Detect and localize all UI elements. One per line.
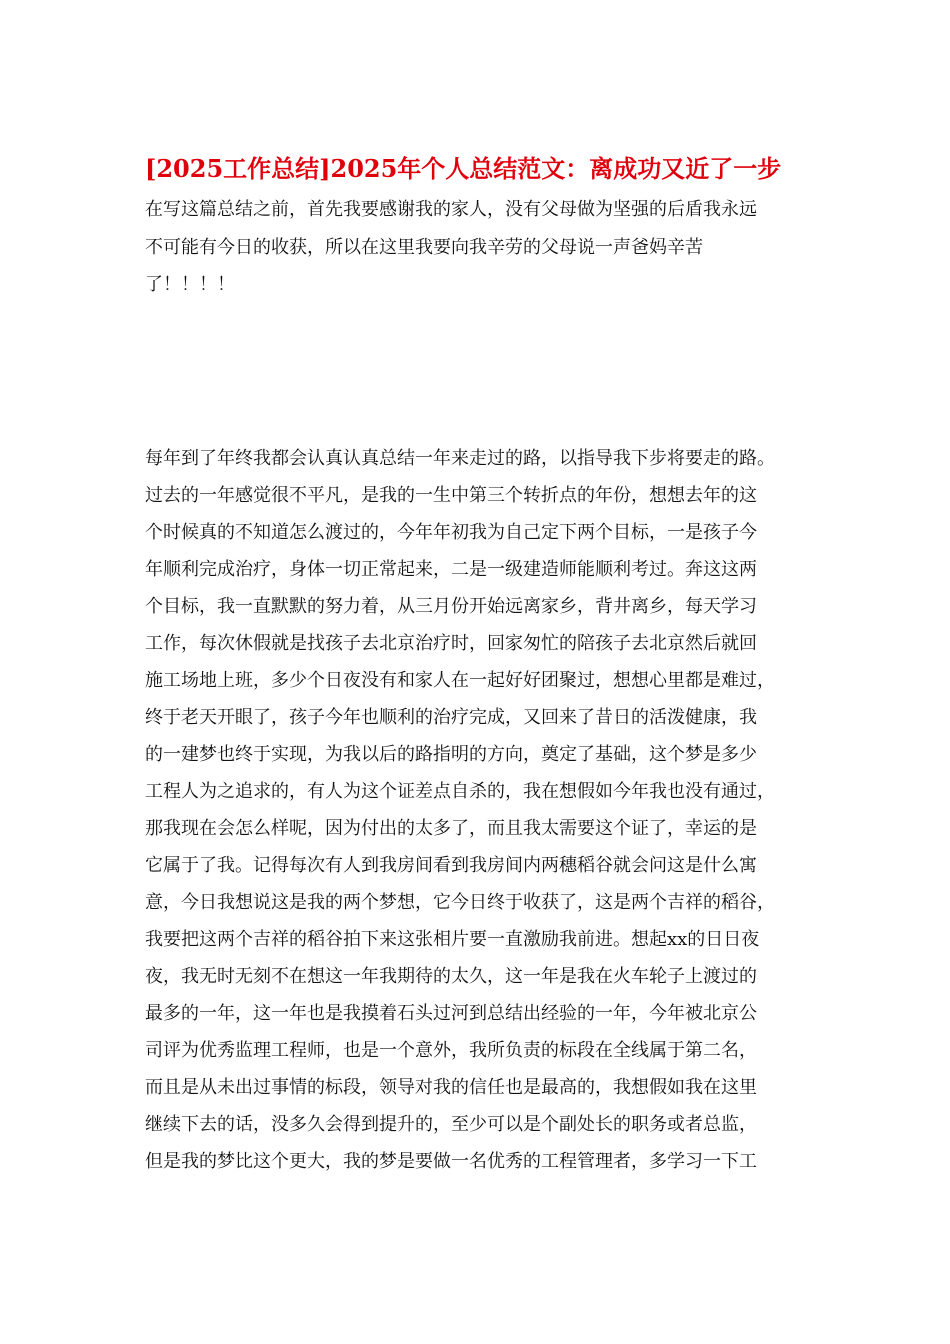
body-line: 的一建梦也终于实现，为我以后的路指明的方向，奠定了基础，这个梦是多少 [145, 744, 757, 765]
body-line: 施工场地上班，多少个日夜没有和家人在一起好好团聚过，想想心里都是难过， [145, 670, 775, 691]
body-line: 个目标，我一直默默的努力着，从三月份开始远离家乡，背井离乡，每天学习 [145, 596, 757, 617]
body-line: 每年到了年终我都会认真认真总结一年来走过的路，以指导我下步将要走的路。 [145, 448, 775, 469]
body-line: 最多的一年，这一年也是我摸着石头过河到总结出经验的一年，今年被北京公 [145, 1003, 757, 1024]
intro-line: 了！！！！ [145, 274, 235, 295]
intro-line: 在写这篇总结之前，首先我要感谢我的家人，没有父母做为坚强的后盾我永远 [145, 199, 757, 220]
intro-line: 不可能有今日的收获，所以在这里我要向我辛劳的父母说一声爸妈辛苦 [145, 237, 703, 258]
body-line: 意，今日我想说这是我的两个梦想，它今日终于收获了，这是两个吉祥的稻谷， [145, 892, 775, 913]
body-line: 工作，每次休假就是找孩子去北京治疗时，回家匆忙的陪孩子去北京然后就回 [145, 633, 757, 654]
body-line: 我要把这两个吉祥的稻谷拍下来这张相片要一直激励我前进。想起xx的日日夜 [145, 929, 760, 950]
body-line: 它属于了我。记得每次有人到我房间看到我房间内两穗稻谷就会问这是什么寓 [145, 855, 757, 876]
body-line: 年顺利完成治疗，身体一切正常起来，二是一级建造师能顺利考过。奔这这两 [145, 559, 757, 580]
body-line: 过去的一年感觉很不平凡，是我的一生中第三个转折点的年份，想想去年的这 [145, 485, 757, 506]
body-line: 但是我的梦比这个更大，我的梦是要做一名优秀的工程管理者，多学习一下工 [145, 1151, 757, 1172]
body-line: 工程人为之追求的，有人为这个证差点自杀的，我在想假如今年我也没有通过， [145, 781, 775, 802]
body-line: 个时候真的不知道怎么渡过的，今年年初我为自己定下两个目标，一是孩子今 [145, 522, 757, 543]
document-title: [2025工作总结]2025年个人总结范文：离成功又近了一步 [145, 154, 782, 183]
body-line: 司评为优秀监理工程师，也是一个意外，我所负责的标段在全线属于第二名， [145, 1040, 757, 1061]
body-line: 夜，我无时无刻不在想这一年我期待的太久，这一年是我在火车轮子上渡过的 [145, 966, 757, 987]
body-line: 终于老天开眼了，孩子今年也顺利的治疗完成，又回来了昔日的活泼健康，我 [145, 707, 757, 728]
body-line: 那我现在会怎么样呢，因为付出的太多了，而且我太需要这个证了，幸运的是 [145, 818, 757, 839]
body-line: 继续下去的话，没多久会得到提升的，至少可以是个副处长的职务或者总监， [145, 1114, 757, 1135]
body-line: 而且是从未出过事情的标段，领导对我的信任也是最高的，我想假如我在这里 [145, 1077, 757, 1098]
